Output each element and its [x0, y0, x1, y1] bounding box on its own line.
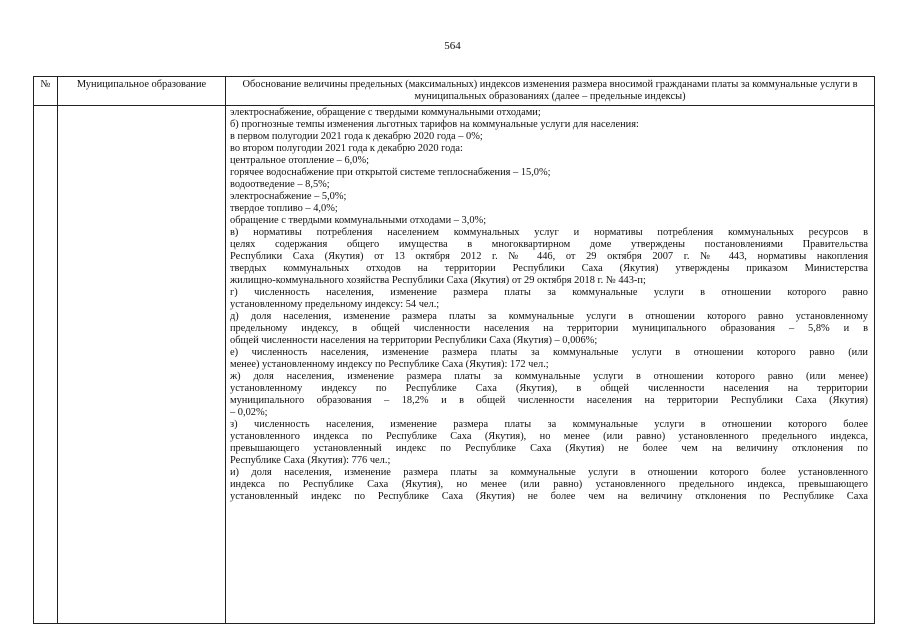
text-line: в) нормативы потребления населением коммунальных услуг и нормативы потребления коммунальных ресурсов в: [230, 227, 868, 238]
cell-justification: [226, 106, 875, 624]
text-line: в первом полугодии 2021 года к декабрю 2020 года – 0%;: [230, 131, 483, 142]
text-line: ж) доля населения, изменение размера платы за коммунальные услуги в отношении которого равно (или менее): [230, 371, 868, 382]
text-line: Республики Саха (Якутия) от 13 октября 2012 г. № 446, от 29 октября 2007 г. № 443, нормативы накопления: [230, 251, 868, 262]
text-line: индекса по Республике Саха (Якутия), но менее (или равно) установленного предельного индекса, превышающего: [230, 479, 868, 490]
text-line: горячее водоснабжение при открытой системе теплоснабжения – 15,0%;: [230, 167, 551, 178]
text-line: твердое топливо – 4,0%;: [230, 203, 338, 214]
text-line: превышающего установленный индекс по Республике Саха (Якутия) не более чем на величину отклонения по: [230, 443, 868, 454]
text-line: б) прогнозные темпы изменения льготных тарифов на коммунальные услуги для населения:: [230, 119, 639, 130]
text-line: и) доля населения, изменение размера платы за коммунальные услуги в отношении которого более установленного: [230, 467, 868, 478]
header-justification: Обоснование величины предельных (максимальных) индексов изменения размера вносимой гражданами платы за коммунальные услуги в муниципальных образованиях (далее – предельные индексы): [226, 77, 875, 106]
cell-municipality: [58, 106, 226, 624]
text-line: электроснабжение – 5,0%;: [230, 191, 347, 202]
header-municipality: Муниципальное образование: [58, 77, 226, 106]
text-line: общей численности населения на территории Республики Саха (Якутия) – 0,006%;: [230, 335, 598, 346]
text-line: Республике Саха (Якутия): 776 чел.;: [230, 455, 391, 466]
text-line: менее) установленному индексу по Республике Саха (Якутия): 172 чел.;: [230, 359, 549, 370]
text-line: установленному индексу по Республике Саха (Якутия), в общей численности населения на территории: [230, 383, 868, 394]
text-line: з) численность населения, изменение размера платы за коммунальные услуги в отношении которого более: [230, 419, 868, 430]
text-line: твердых коммунальных отходов на территории Республики Саха (Якутия) утверждены приказом Министерства: [230, 263, 868, 274]
page-number: 564: [444, 40, 461, 52]
text-line: центральное отопление – 6,0%;: [230, 155, 369, 166]
text-line: е) численность населения, изменение размера платы за коммунальные услуги в отношении которого равно (или: [230, 347, 868, 358]
cell-number: [34, 106, 58, 624]
text-line: целях содержания общего имущества в многоквартирном доме утверждены постановлениями Правительства: [230, 239, 868, 250]
text-line: установленному предельному индексу: 54 чел.;: [230, 299, 440, 310]
header-number: №: [34, 77, 58, 106]
table-row: [34, 106, 875, 624]
table-header-row: [34, 77, 875, 106]
text-line: д) доля населения, изменение размера платы за коммунальные услуги в отношении которого равно установленному: [230, 311, 868, 322]
text-line: установленного индекса по Республике Саха (Якутия), но менее (или равно) установленного предельного индекса,: [230, 431, 868, 442]
text-line: электроснабжение, обращение с твердыми коммунальными отходами;: [230, 107, 541, 118]
text-line: жилищно-коммунального хозяйства Республики Саха (Якутия) от 29 октября 2018 г. № 443-п;: [230, 275, 646, 286]
text-line: г) численность населения, изменение размера платы за коммунальные услуги в отношении которого равно: [230, 287, 868, 298]
text-line: установленный индекс по Республике Саха (Якутия) не более чем на величину отклонения по Республике Саха: [230, 491, 868, 502]
text-line: водоотведение – 8,5%;: [230, 179, 330, 190]
justification-text: [226, 106, 874, 623]
text-line: обращение с твердыми коммунальными отходами – 3,0%;: [230, 215, 487, 226]
text-line: во втором полугодии 2021 года к декабрю 2020 года:: [230, 143, 463, 154]
text-line: – 0,02%;: [230, 407, 268, 418]
text-line: предельному индексу, в общей численности населения на территории муниципального образования – 5,8% и в: [230, 323, 868, 334]
text-line: муниципального образования – 18,2% и в общей численности населения на территории Республики Саха (Якутия): [230, 395, 868, 406]
indices-table: [33, 76, 875, 624]
